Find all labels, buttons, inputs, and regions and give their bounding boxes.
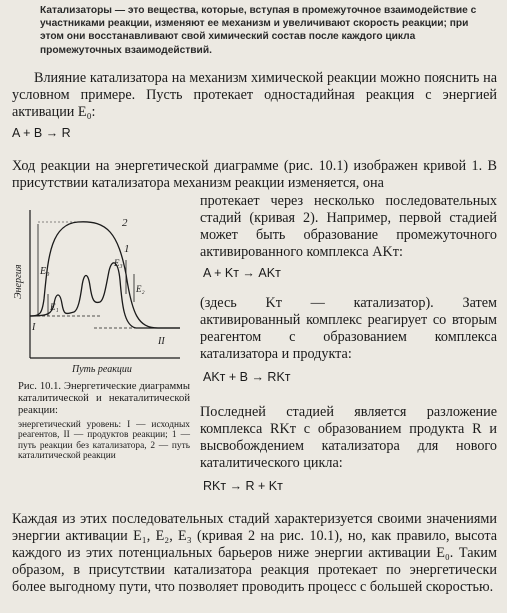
definition-paragraph: Катализаторы — это вещества, которые, вступая в промежуточное взаимодействие с участниками реакции, изменяют ее механизм и увеличивают скорость реакции; при этом они восстанавливают свой химический состав после каждого цикла промежуточных взаимодействий. [40, 5, 477, 56]
paragraph-intro: Влияние катализатора на механизм химической реакции можно пояснить на условном примере. Пусть протекает одностадийная реакция с энергией активации E₀: [12, 70, 497, 120]
figure-caption-legend: энергетический уровень: I — исходных реагентов, II — продуктов реакции; 1 — путь реакции без катализатора, 2 — путь каталитической реакции [18, 419, 190, 462]
e2-label: E₂ [136, 284, 145, 294]
x-axis-label: Путь реакции [72, 364, 132, 375]
paragraph-last-stage: Последней стадией является разложение комплекса RKт с образованием продукта R и высвобождением катализатора для нового каталитического цикла: [200, 404, 497, 471]
e1-label: E₁ [50, 302, 59, 312]
y-axis-label: Энергия [13, 264, 24, 299]
equation-overall: A + B → R [12, 126, 71, 140]
level-ii-label: II [158, 336, 165, 347]
e3-label: E₃ [114, 258, 123, 268]
figure-caption-title: Рис. 10.1. Энергетические диаграммы каталитической и некаталитической реакции: [18, 381, 190, 417]
curve-uncatalyzed [30, 222, 180, 328]
level-i-label: I [32, 322, 36, 333]
energy-diagram [8, 204, 190, 376]
curve-catalyzed [30, 263, 180, 328]
paragraph-reaction-course: Ход реакции на энергетической диаграмме (рис. 10.1) изображен кривой 1. В присутствии катализатора механизм реакции изменяется, она [12, 158, 497, 191]
equation-step3: RKт → R + Kт [203, 479, 283, 493]
e0-label: E₀ [40, 266, 50, 277]
equation-step2: AKт + B → RKт [203, 370, 291, 384]
figure-caption [18, 381, 190, 462]
paragraph-reaction-course-cont: протекает через несколько последовательных стадий (кривая 2). Например, первой стадией может быть образование промежуточного активированного комплекса AKт: [200, 193, 497, 260]
curve1-label: 2 [122, 217, 128, 229]
paragraph-catalyst-note: (здесь Kт — катализатор). Затем активированный комплекс реагирует со вторым реагентом с образованием комплекса катализатора и продукта: [200, 295, 497, 362]
equation-step1: A + Kт → AKт [203, 266, 281, 280]
paragraph-conclusion: Каждая из этих последовательных стадий характеризуется своими значениями энергии активации E₁, E₂, E₃ (кривая 2 на рис. 10.1), но, как правило, высота каждого из этих потенциальных барьеров ниже энергии активации E₀. Таким образом, в присутствии катализатора реакция протекает по энергетически более выгодному пути, что позволяет проводить процесс с большей скоростью. [12, 511, 497, 595]
curve2-label: 1 [124, 243, 130, 255]
